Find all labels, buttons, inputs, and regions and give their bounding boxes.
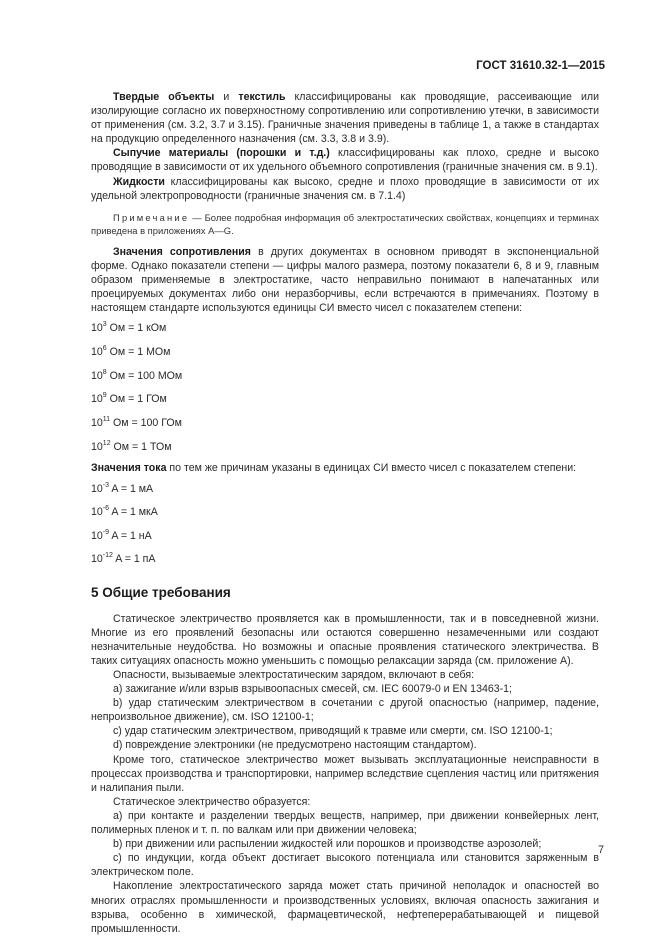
text: и [214, 91, 239, 103]
term-solid-objects: Твердые объекты [113, 91, 215, 103]
unit-row: $10^{-9}$ A = 1 нА [91, 528, 152, 542]
hazards-intro: Опасности, вызываемые электростатическим зарядом, включают в себя: [113, 669, 475, 681]
note-label: Примечание [113, 211, 190, 223]
accumulation-paragraph: Накопление электростатического заряда может стать причиной неполадок и опасностей во многих отраслях промышленности и производственных условиях, включая опасность зажигания и взрыва, особенно в химической, фармацевтической, нефтеперерабатывающей и пищевой промышленности. [91, 880, 599, 935]
paragraph-current [91, 461, 599, 475]
unit-row: $10^9$ Ом = 1 ГОм [91, 392, 167, 406]
unit-row: $10^3$ Ом = 1 кОм [91, 321, 167, 335]
unit-row: $10^{-6}$ A = 1 мкА [91, 505, 158, 519]
unit-row: $10^6$ Ом = 1 МОм [91, 344, 171, 358]
hazard-item: c) удар статическим электричеством, приводящий к травме или смерти, см. ISO 12100-1; [113, 725, 553, 738]
text: классифицированы как проводящие, рассеивающие или изолирующие согласно их поверхностному сопротивлению или сопротивлению утечки, в зависимости от применения (см. 3.2, 3.7 и 3.15). Граничные значения приведены в таблице 1, а также в стандартах на продукцию определенного назначения (см. 3.3, 3.8 и 3.9). [91, 91, 599, 146]
term-bulk-materials: Сыпучие материалы (порошки и т.д.) [113, 147, 330, 160]
source-item: a) при контакте и разделении твердых веществ, например, при движении конвейерных лент, полимерных пленок и т. п. по валкам или при движении человека; [91, 809, 599, 837]
note-text: — Более подробная информация об электростатических свойствах, концепциях и терминах приведена в приложениях A—G. [91, 211, 599, 236]
sources-intro: Статическое электричество образуется: [113, 795, 311, 808]
note [91, 211, 599, 237]
term-current: Значения тока [91, 462, 167, 475]
page-content [91, 90, 599, 936]
standard-header: ГОСТ 31610.32-1—2015 [476, 60, 605, 72]
unit-row: $10^{-12}$ A = 1 пА [91, 552, 156, 566]
source-item: c) по индукции, когда объект достигает высокого потенциала или становится заряженным в электрическом поле. [91, 852, 599, 879]
text: классифицированы как плохо, средне и высоко проводящие в зависимости от их удельного объемного сопротивления (граничные значения см. в 9.1). [91, 147, 600, 174]
term-resistance: Значения сопротивления [113, 245, 251, 258]
source-item: b) при движении или распылении жидкостей или порошков и производстве аэрозолей; [113, 838, 542, 851]
resistance-units-list [91, 315, 599, 457]
section-heading: 5 Общие требования [91, 584, 231, 600]
unit-row: $10^{11}$ Ом = 100 ГОм [91, 416, 182, 430]
hazard-item: a) зажигание и/или взрыв взрывоопасных смесей, см. IEC 60079-0 и EN 13463-1; [113, 683, 512, 696]
text: по тем же причинам указаны в единицах СИ вместо чисел с показателем степени: [166, 462, 577, 475]
paragraph-bulk-materials [91, 146, 599, 174]
current-units-list [91, 476, 599, 570]
unit-row: $10^{12}$ Ом = 1 ТОм [91, 439, 172, 453]
text: в других документах в основном приводят в экспоненциальной форме. Однако показатели степени — цифры малого размера, поэтому показатели 6, 8 и 9, главным образом применяемые в электростатике, часто неправильно понимают в напечатанных или проецируемых документах либо они неразборчивы, если встречаются в примечаниях. Поэтому в настоящем стандарте используются единицы СИ вместо чисел с показателем степени: [91, 245, 599, 315]
hazard-item: d) повреждение электроники (не предусмотрено настоящим стандартом). [113, 739, 477, 752]
hazard-item: b) удар статическим электричеством в сочетании с другой опасностью (например, падение, непроизвольное движение), см. ISO 12100-1; [91, 697, 599, 724]
unit-row: $10^8$ Ом = 100 МОм [91, 368, 183, 382]
term-liquids: Жидкости [113, 175, 165, 188]
paragraph-solid-objects [91, 90, 599, 146]
paragraph-resistance [91, 245, 599, 315]
page-number: 7 [598, 844, 604, 856]
section-intro: Статическое электричество проявляется как в промышленности, так и в повседневной жизни. Многие из его проявлений безопасны или остаются совершенно незамеченными или создают незначительные неудобства. Но возможны и опасные проявления статического электричества. В таких ситуациях опасность можно уменьшить с помощью релаксации заряда (см. приложение А). [91, 612, 599, 667]
malfunctions-paragraph: Кроме того, статическое электричество может вызывать эксплуатационные неисправности в процессах производства и транспортировки, например вследствие сцепления частиц или притяжения и налипания пыли. [91, 753, 599, 794]
paragraph-liquids [91, 175, 599, 203]
text: классифицированы как высоко, средне и плохо проводящие в зависимости от их удельной электропроводности (граничные значения см. в 7.1.4) [91, 175, 599, 202]
term-textile: текстиль [238, 91, 286, 103]
unit-row: $10^{-3}$ A = 1 мА [91, 481, 154, 495]
